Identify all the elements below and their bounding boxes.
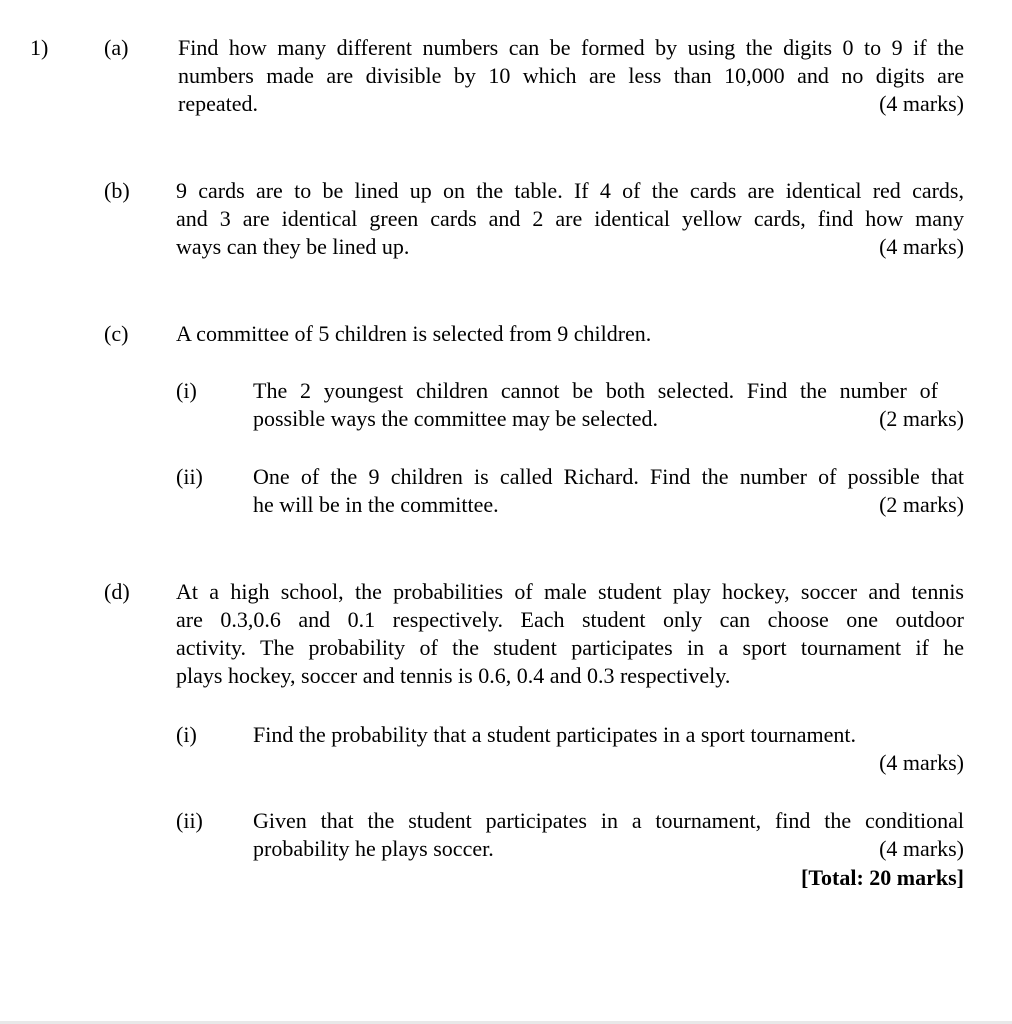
part-b-line-3: ways can they be lined up. — [176, 234, 410, 259]
part-c-ii-line-1: One of the 9 children is called Richard. Find the number of possible that — [253, 464, 964, 489]
part-c-i-line-2: possible ways the committee may be selected. — [253, 406, 659, 431]
question-number: 1) — [30, 35, 49, 60]
part-d-i-marks: (4 marks) — [879, 750, 964, 775]
part-c-i-line-1: The 2 youngest children cannot be both selected. Find the number of — [253, 378, 938, 403]
part-c-ii-label: (ii) — [176, 464, 203, 489]
part-d-ii-line-1: Given that the student participates in a tournament, find the conditional — [253, 808, 964, 833]
part-c-label: (c) — [104, 321, 129, 346]
total-marks: [Total: 20 marks] — [801, 865, 964, 890]
part-d-line-3: activity. The probability of the student participates in a sport tournament if he — [176, 635, 964, 660]
part-b-marks: (4 marks) — [879, 234, 964, 259]
part-a-marks: (4 marks) — [879, 91, 964, 116]
part-b-line-1: 9 cards are to be lined up on the table. If 4 of the cards are identical red cards, — [176, 178, 964, 203]
part-b-label: (b) — [104, 178, 130, 203]
part-d-ii-line-2: probability he plays soccer. — [253, 836, 494, 861]
part-d-ii-marks: (4 marks) — [879, 836, 964, 861]
part-c-i-marks: (2 marks) — [879, 406, 964, 431]
part-a-label: (a) — [104, 35, 129, 60]
part-c-ii-line-2: he will be in the committee. — [253, 492, 499, 517]
part-c-ii-marks: (2 marks) — [879, 492, 964, 517]
part-d-label: (d) — [104, 579, 130, 604]
part-b-line-2: and 3 are identical green cards and 2 are identical yellow cards, find how many — [176, 206, 964, 231]
part-d-line-4: plays hockey, soccer and tennis is 0.6, 0.4 and 0.3 respectively. — [176, 663, 731, 688]
part-d-line-1: At a high school, the probabilities of male student play hockey, soccer and tennis — [176, 579, 964, 604]
part-d-line-2: are 0.3,0.6 and 0.1 respectively. Each student only can choose one outdoor — [176, 607, 964, 632]
part-c-i-label: (i) — [176, 378, 197, 403]
part-a-line-3: repeated. — [178, 91, 258, 116]
part-d-ii-label: (ii) — [176, 808, 203, 833]
part-d-i-line-1: Find the probability that a student participates in a sport tournament. — [253, 722, 857, 747]
part-a-line-2: numbers made are divisible by 10 which are less than 10,000 and no digits are — [178, 63, 964, 88]
part-a-line-1: Find how many different numbers can be formed by using the digits 0 to 9 if the — [178, 35, 964, 60]
part-d-i-label: (i) — [176, 722, 197, 747]
part-c-stem: A committee of 5 children is selected from 9 children. — [176, 321, 652, 346]
